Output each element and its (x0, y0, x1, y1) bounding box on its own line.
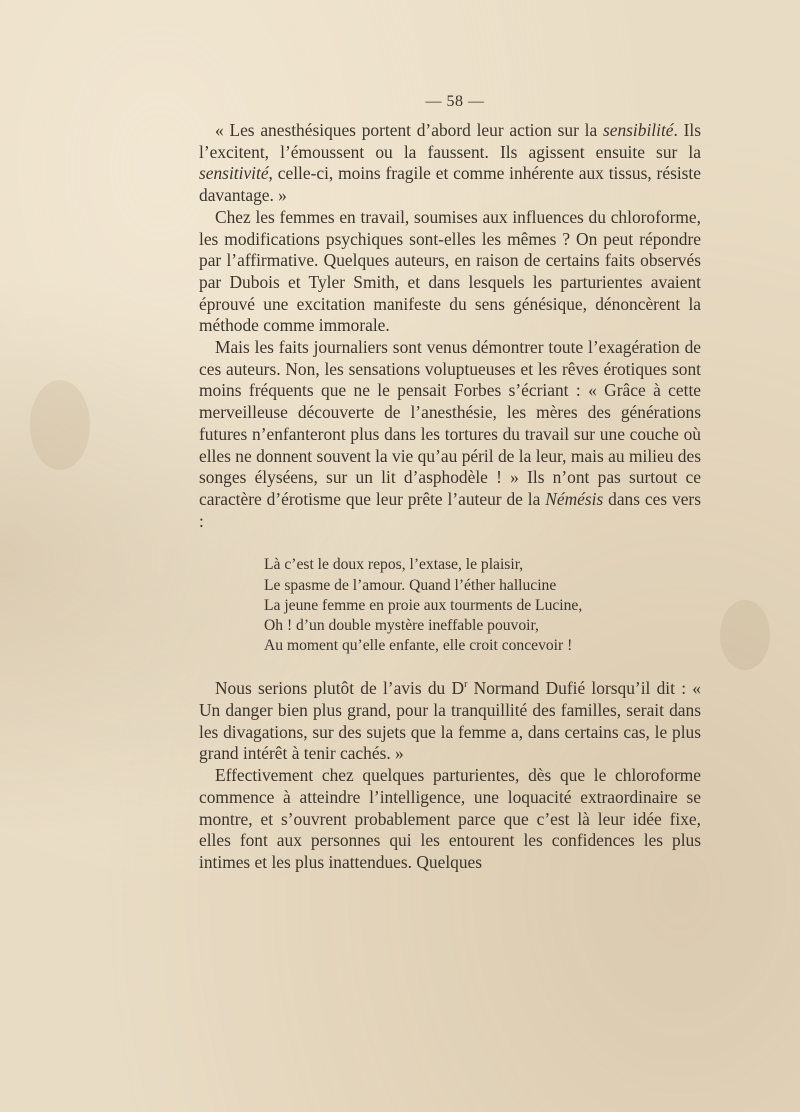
verse-line: La jeune femme en proie aux tourments de Lucine, (264, 596, 583, 614)
text-run: « Les anesthésiques portent d’abord leur action sur la (215, 120, 603, 140)
text-run: dans ces vers : (199, 488, 701, 531)
italic-term: sensitivité (199, 163, 269, 184)
body-text (199, 120, 701, 874)
paragraph-forbes-quote (199, 337, 701, 532)
paragraph-dufie (199, 678, 701, 765)
verse-line: Le spasme de l’amour. Quand l’éther hallucine (264, 576, 557, 594)
verse-line: Au moment qu’elle enfante, elle croit concevoir ! (264, 637, 573, 655)
paragraph-women-in-labor: Chez les femmes en travail, soumises aux influences du chloroforme, les modifications psychiques sont-elles les mêmes ? On peut répondre par l’affirmative. Quelques auteurs, en raison de certains faits observés par Dubois et Tyler Smith, et dans lesquels les parturientes avaient éprouvé une excitation manifeste du sens génésique, dénoncèrent la méthode comme immorale. (199, 206, 701, 336)
superscript: r (464, 679, 468, 691)
text-run: Normand Dufié lorsqu’il dit : « Un danger bien plus grand, pour la tranquillité des familles, serait dans les divagations, sur des sujets que la femme a, dans certains cas, le plus grand intérêt à tenir cachés. » (199, 678, 701, 764)
page-number: — 58 — (425, 93, 485, 110)
paper-stain (720, 600, 770, 670)
italic-title: Némésis (545, 488, 604, 509)
verse-line: Là c’est le doux repos, l’extase, le plaisir, (264, 556, 524, 574)
verse-line: Oh ! d’un double mystère ineffable pouvoir, (264, 616, 539, 634)
paragraph-loquacity: Effectivement chez quelques parturientes, dès que le chloroforme commence à atteindre l’intelligence, une loquacité extraordinaire se montre, et s’ouvrent probablement parce que c’est là leur idée fixe, elles font aux personnes qui les entourent les confidences les plus intimes et les plus inattendues. Quelques (199, 765, 701, 872)
italic-term: sensibilité (602, 120, 674, 140)
text-run: Nous serions plutôt de l’avis du D (215, 678, 465, 699)
verse-block (199, 555, 701, 656)
paper-stain (30, 380, 90, 470)
text-run: , celle-ci, moins fragile et comme inhérente aux tissus, résiste davantage. » (199, 163, 701, 206)
text-run: Mais les faits journaliers sont venus démontrer toute l’exagération de ces auteurs. Non, les sensations voluptueuses et les rêves érotiques sont moins fréquents que ne le pensait Forbes s’écriant : « Grâce à cette merveilleuse découverte de l’anesthésie, les mères des générations futures n’enfanteront plus dans les tortures du travail sur une couche où elles ne donnent souvent la vie qu’au péril de la leur, mais au milieu des songes élyséens, sur un lit d’asphodèle ! » Ils n’ont pas surtout ce caractère d’érotisme que leur prête l’auteur de la (199, 337, 701, 509)
text-run: . Ils l’excitent, l’émoussent ou la faussent. Ils agissent ensuite sur la (199, 120, 702, 162)
paragraph-quote-anesthetics (199, 120, 701, 207)
